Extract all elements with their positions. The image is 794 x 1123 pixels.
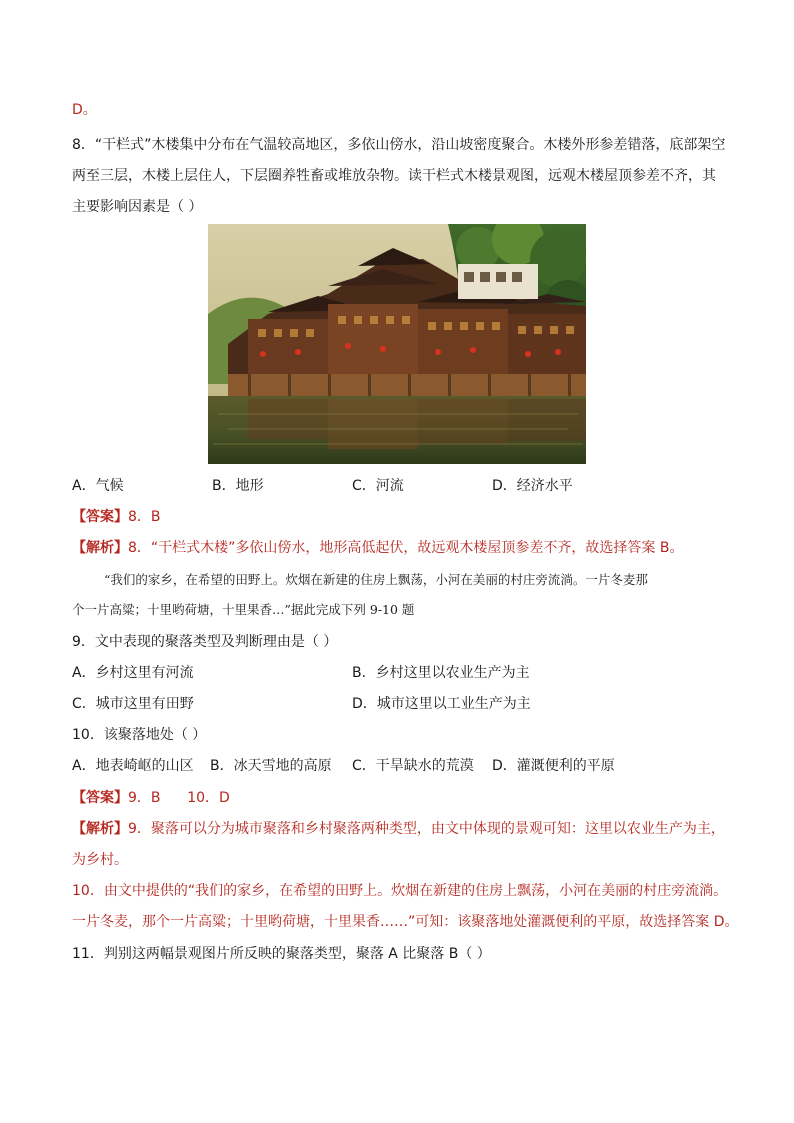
passage-line-1: “我们的家乡，在希望的田野上。炊烟在新建的住房上飘荡，小河在美丽的村庄旁流淌。一片冬麦那: [104, 572, 648, 587]
analysis-text: 8．“干栏式木楼”多依山傍水，地形高低起伏，故远观木楼屋顶参差不齐，故选择答案 B。: [128, 540, 684, 556]
answer-text: 8．B: [128, 509, 161, 525]
q10-analysis-line-2: 一片冬麦，那个一片高粱；十里哟荷塘，十里果香……”可知：该聚落地处灌溉便利的平原，故选择答案 D。: [72, 914, 739, 930]
q9-stem: 9．文中表现的聚落类型及判断理由是（ ）: [72, 634, 338, 650]
q10-option-a: A．地表崎岖的山区: [72, 758, 194, 774]
analysis-tag: 【解析】: [72, 540, 128, 556]
q9-10-answer-row: [72, 788, 230, 808]
analysis-tag: 【解析】: [72, 821, 128, 837]
q10-option-b: B．冰天雪地的高原: [210, 758, 332, 774]
q8-option-a: A．气候: [72, 478, 124, 494]
q8-option-d: D．经济水平: [492, 478, 573, 494]
q8-stem-line-3: 主要影响因素是（ ）: [72, 199, 203, 215]
q8-stem-line-2: 两至三层，木楼上层住人，下层圈养牲畜或堆放杂物。读干栏式木楼景观图，远观木楼屋顶参差不齐，其: [72, 168, 716, 184]
answer-tag: 【答案】: [72, 509, 128, 525]
q8-option-b: B．地形: [212, 478, 264, 494]
q10-option-d: D．灌溉便利的平原: [492, 758, 615, 774]
q9-analysis-line-1: [72, 819, 725, 839]
q9-option-b: B．乡村这里以农业生产为主: [352, 665, 530, 681]
q10-stem: 10．该聚落地处（ ）: [72, 727, 207, 743]
q10-option-c: C．干旱缺水的荒漠: [352, 758, 474, 774]
q8-stem-line-1: 8．“干栏式”木楼集中分布在气温较高地区，多依山傍水，沿山坡密度聚合。木楼外形参差错落，底部架空: [72, 137, 726, 153]
passage-line-2: 个一片高粱；十里哟荷塘，十里果香…”据此完成下列 9-10 题: [72, 602, 415, 617]
previous-answer: D。: [72, 102, 97, 118]
q11-stem: 11．判别这两幅景观图片所反映的聚落类型，聚落 A 比聚落 B（ ）: [72, 946, 491, 962]
q9-analysis-line-2: 为乡村。: [72, 852, 128, 868]
q8-option-c: C．河流: [352, 478, 404, 494]
answer-text: 9．B 10．D: [128, 790, 230, 806]
q8-analysis-row: [72, 538, 683, 558]
q10-analysis-line-1: 10．由文中提供的“我们的家乡，在希望的田野上。炊烟在新建的住房上飘荡，小河在美丽的村庄旁流淌。: [72, 883, 728, 899]
answer-tag: 【答案】: [72, 790, 128, 806]
analysis-text: 9．聚落可以分为城市聚落和乡村聚落两种类型，由文中体现的景观可知：这里以农业生产为主，: [128, 821, 725, 837]
q9-option-d: D．城市这里以工业生产为主: [352, 696, 531, 712]
stilt-house-landscape-image: [208, 224, 586, 464]
q9-option-a: A．乡村这里有河流: [72, 665, 194, 681]
q8-answer-row: [72, 507, 161, 527]
q9-option-c: C．城市这里有田野: [72, 696, 194, 712]
